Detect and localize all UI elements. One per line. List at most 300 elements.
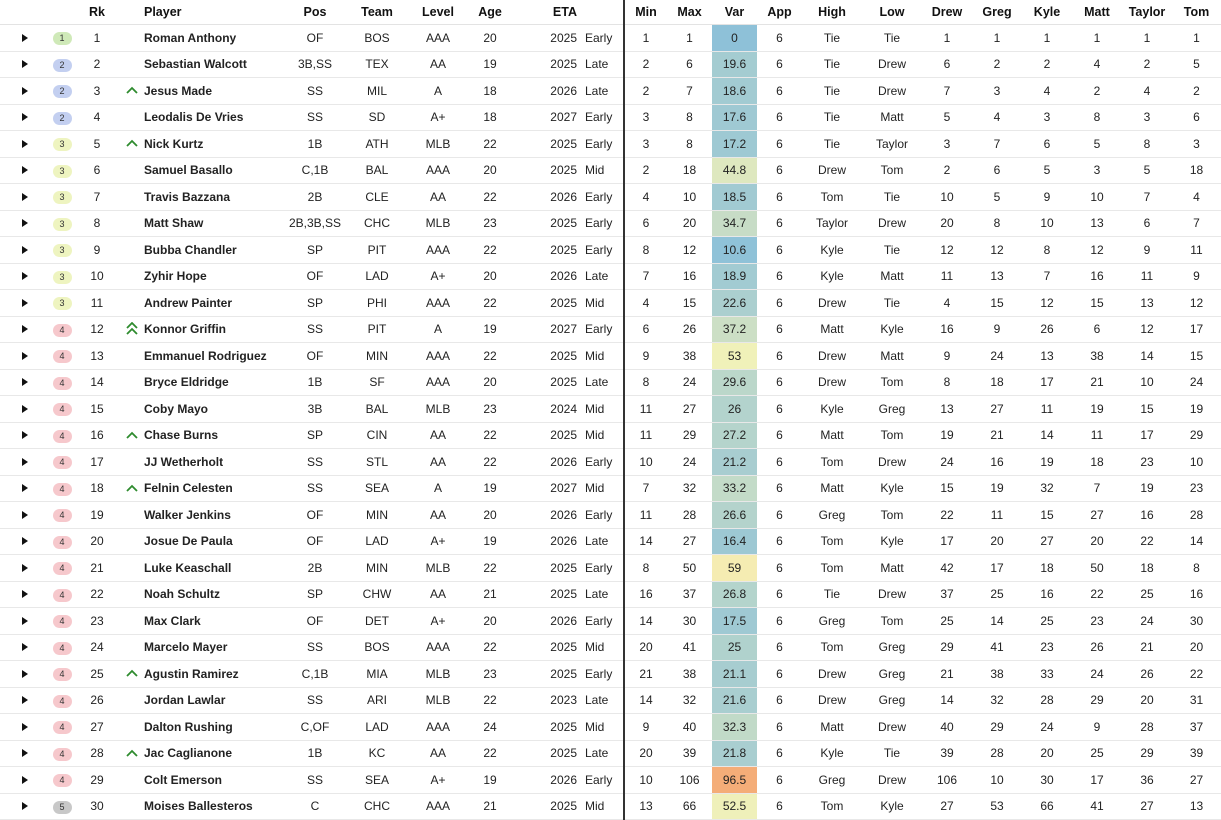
team-cell: MIN bbox=[351, 555, 403, 582]
expand-triangle-icon[interactable] bbox=[22, 219, 28, 227]
expand-triangle-icon[interactable] bbox=[22, 193, 28, 201]
table-row-11[interactable] bbox=[0, 290, 1221, 317]
team-cell: CLE bbox=[351, 184, 403, 211]
expand-cell[interactable] bbox=[0, 687, 49, 714]
var-cell: 18.9 bbox=[712, 263, 757, 290]
eta-year-cell: 2027 bbox=[507, 475, 579, 502]
expand-triangle-icon[interactable] bbox=[22, 352, 28, 360]
expand-triangle-icon[interactable] bbox=[22, 802, 28, 810]
taylor-rank-cell: 26 bbox=[1122, 661, 1172, 688]
low-cell: Drew bbox=[862, 449, 922, 476]
position-cell: OF bbox=[279, 343, 351, 370]
table-row-22[interactable] bbox=[0, 581, 1221, 608]
player-name[interactable]: Coby Mayo bbox=[144, 396, 279, 423]
table-row-21[interactable] bbox=[0, 555, 1221, 582]
eta-header[interactable]: ETA bbox=[507, 0, 579, 25]
rank-cell: 10 bbox=[75, 263, 119, 290]
expand-cell[interactable] bbox=[0, 422, 49, 449]
min-cell: 13 bbox=[624, 793, 667, 820]
drew-header[interactable]: Drew bbox=[922, 0, 972, 25]
expand-cell[interactable] bbox=[0, 793, 49, 820]
player-name[interactable]: Matt Shaw bbox=[144, 210, 279, 237]
max-cell: 37 bbox=[667, 581, 712, 608]
min-cell: 8 bbox=[624, 555, 667, 582]
high-cell: Drew bbox=[802, 687, 862, 714]
age-cell: 22 bbox=[473, 343, 507, 370]
greg-header[interactable]: Greg bbox=[972, 0, 1022, 25]
kyle-rank-cell: 9 bbox=[1022, 184, 1072, 211]
player-name[interactable]: Roman Anthony bbox=[144, 25, 279, 52]
expand-triangle-icon[interactable] bbox=[22, 60, 28, 68]
eta-timing-cell: Late bbox=[579, 740, 624, 767]
max-cell: 15 bbox=[667, 290, 712, 317]
tier-cell bbox=[49, 396, 75, 423]
rank-cell: 8 bbox=[75, 210, 119, 237]
matt-rank-cell: 21 bbox=[1072, 369, 1122, 396]
drew-rank-cell: 42 bbox=[922, 555, 972, 582]
eta-timing-cell: Late bbox=[579, 369, 624, 396]
expand-triangle-icon[interactable] bbox=[22, 723, 28, 731]
team-cell: SD bbox=[351, 104, 403, 131]
eta-year-cell: 2025 bbox=[507, 793, 579, 820]
greg-rank-cell: 7 bbox=[972, 131, 1022, 158]
level-cell: AAA bbox=[403, 369, 473, 396]
matt-rank-cell: 1 bbox=[1072, 25, 1122, 52]
team-cell: SF bbox=[351, 369, 403, 396]
table-row-13[interactable] bbox=[0, 343, 1221, 370]
age-header[interactable]: Age bbox=[473, 0, 507, 25]
trend-cell bbox=[119, 25, 144, 52]
tier-cell bbox=[49, 316, 75, 343]
trend-cell bbox=[119, 793, 144, 820]
level-cell: MLB bbox=[403, 396, 473, 423]
table-row-19[interactable] bbox=[0, 502, 1221, 529]
eta-timing-cell: Early bbox=[579, 316, 624, 343]
player-name[interactable]: Samuel Basallo bbox=[144, 157, 279, 184]
high-header[interactable]: High bbox=[802, 0, 862, 25]
expand-cell[interactable] bbox=[0, 369, 49, 396]
position-cell: OF bbox=[279, 528, 351, 555]
var-header[interactable]: Var bbox=[712, 0, 757, 25]
expand-triangle-icon[interactable] bbox=[22, 776, 28, 784]
trend-cell bbox=[119, 608, 144, 635]
tier-cell bbox=[49, 290, 75, 317]
expand-cell[interactable] bbox=[0, 316, 49, 343]
expand-triangle-icon[interactable] bbox=[22, 643, 28, 651]
level-cell: AA bbox=[403, 502, 473, 529]
app-cell: 6 bbox=[757, 475, 802, 502]
eta-year-cell: 2025 bbox=[507, 51, 579, 78]
var-cell: 25 bbox=[712, 634, 757, 661]
high-cell: Matt bbox=[802, 316, 862, 343]
player-name[interactable]: Bubba Chandler bbox=[144, 237, 279, 264]
min-header[interactable]: Min bbox=[624, 0, 667, 25]
expand-cell[interactable] bbox=[0, 581, 49, 608]
taylor-rank-cell: 16 bbox=[1122, 502, 1172, 529]
team-header[interactable]: Team bbox=[351, 0, 403, 25]
table-row-1[interactable] bbox=[0, 25, 1221, 52]
rank-header[interactable]: Rk bbox=[75, 0, 119, 25]
greg-rank-cell: 19 bbox=[972, 475, 1022, 502]
expand-cell[interactable] bbox=[0, 740, 49, 767]
player-name[interactable]: Agustin Ramirez bbox=[144, 661, 279, 688]
var-cell: 44.8 bbox=[712, 157, 757, 184]
player-name[interactable]: Noah Schultz bbox=[144, 581, 279, 608]
team-cell: STL bbox=[351, 449, 403, 476]
tier-badge: 5 bbox=[53, 801, 72, 814]
arrow-chevron bbox=[127, 141, 137, 146]
eta-timing-cell: Early bbox=[579, 502, 624, 529]
matt-header[interactable]: Matt bbox=[1072, 0, 1122, 25]
tier-cell bbox=[49, 449, 75, 476]
expand-cell[interactable] bbox=[0, 396, 49, 423]
table-row-3[interactable] bbox=[0, 78, 1221, 105]
expand-triangle-icon[interactable] bbox=[22, 484, 28, 492]
kyle-rank-cell: 33 bbox=[1022, 661, 1072, 688]
min-cell: 8 bbox=[624, 237, 667, 264]
low-cell: Drew bbox=[862, 51, 922, 78]
table-row-9[interactable] bbox=[0, 237, 1221, 264]
age-cell: 18 bbox=[473, 78, 507, 105]
player-name[interactable]: Jesus Made bbox=[144, 78, 279, 105]
expand-cell[interactable] bbox=[0, 78, 49, 105]
table-row-10[interactable] bbox=[0, 263, 1221, 290]
expand-triangle-icon[interactable] bbox=[22, 511, 28, 519]
table-row-20[interactable] bbox=[0, 528, 1221, 555]
drew-rank-cell: 4 bbox=[922, 290, 972, 317]
drew-rank-cell: 7 bbox=[922, 78, 972, 105]
expand-triangle-icon[interactable] bbox=[22, 405, 28, 413]
expand-cell[interactable] bbox=[0, 634, 49, 661]
table-row-24[interactable] bbox=[0, 634, 1221, 661]
high-cell: Greg bbox=[802, 608, 862, 635]
player-name[interactable]: JJ Wetherholt bbox=[144, 449, 279, 476]
table-row-14[interactable] bbox=[0, 369, 1221, 396]
expand-triangle-icon[interactable] bbox=[22, 617, 28, 625]
var-cell: 10.6 bbox=[712, 237, 757, 264]
trend-cell bbox=[119, 581, 144, 608]
player-name[interactable]: Travis Bazzana bbox=[144, 184, 279, 211]
expand-triangle-icon[interactable] bbox=[22, 564, 28, 572]
player-name[interactable]: Emmanuel Rodriguez bbox=[144, 343, 279, 370]
expand-triangle-icon[interactable] bbox=[22, 590, 28, 598]
low-cell: Kyle bbox=[862, 793, 922, 820]
tier-cell bbox=[49, 687, 75, 714]
high-cell: Drew bbox=[802, 369, 862, 396]
expand-cell[interactable] bbox=[0, 157, 49, 184]
expand-triangle-icon[interactable] bbox=[22, 325, 28, 333]
var-cell: 26 bbox=[712, 396, 757, 423]
min-cell: 4 bbox=[624, 290, 667, 317]
table-row-28[interactable] bbox=[0, 740, 1221, 767]
tier-badge: 4 bbox=[53, 668, 72, 681]
kyle-rank-cell: 14 bbox=[1022, 422, 1072, 449]
low-cell: Greg bbox=[862, 396, 922, 423]
expand-triangle-icon[interactable] bbox=[22, 34, 28, 42]
expand-cell[interactable] bbox=[0, 51, 49, 78]
drew-rank-cell: 22 bbox=[922, 502, 972, 529]
player-name[interactable]: Luke Keaschall bbox=[144, 555, 279, 582]
expand-triangle-icon[interactable] bbox=[22, 140, 28, 148]
low-cell: Matt bbox=[862, 343, 922, 370]
matt-rank-cell: 7 bbox=[1072, 475, 1122, 502]
player-name[interactable]: Dalton Rushing bbox=[144, 714, 279, 741]
player-name[interactable]: Felnin Celesten bbox=[144, 475, 279, 502]
rank-cell: 27 bbox=[75, 714, 119, 741]
table-row-17[interactable] bbox=[0, 449, 1221, 476]
expand-cell[interactable] bbox=[0, 714, 49, 741]
trend-cell bbox=[119, 104, 144, 131]
player-name[interactable]: Marcelo Mayer bbox=[144, 634, 279, 661]
expand-cell[interactable] bbox=[0, 502, 49, 529]
expand-cell[interactable] bbox=[0, 661, 49, 688]
tom-header[interactable]: Tom bbox=[1172, 0, 1221, 25]
low-cell: Kyle bbox=[862, 316, 922, 343]
expand-cell[interactable] bbox=[0, 263, 49, 290]
expand-triangle-icon[interactable] bbox=[22, 272, 28, 280]
tier-cell bbox=[49, 528, 75, 555]
expand-triangle-icon[interactable] bbox=[22, 537, 28, 545]
expand-cell[interactable] bbox=[0, 210, 49, 237]
expand-cell[interactable] bbox=[0, 290, 49, 317]
table-row-15[interactable] bbox=[0, 396, 1221, 423]
position-cell: OF bbox=[279, 502, 351, 529]
expand-triangle-icon[interactable] bbox=[22, 299, 28, 307]
min-cell: 10 bbox=[624, 449, 667, 476]
taylor-rank-cell: 6 bbox=[1122, 210, 1172, 237]
team-cell: LAD bbox=[351, 528, 403, 555]
level-cell: AAA bbox=[403, 25, 473, 52]
kyle-rank-cell: 26 bbox=[1022, 316, 1072, 343]
kyle-rank-cell: 20 bbox=[1022, 740, 1072, 767]
level-cell: AA bbox=[403, 184, 473, 211]
up-arrow-icon bbox=[125, 86, 139, 95]
eta-year-cell: 2025 bbox=[507, 157, 579, 184]
app-header[interactable]: App bbox=[757, 0, 802, 25]
player-header[interactable]: Player bbox=[144, 0, 279, 25]
player-name[interactable]: Chase Burns bbox=[144, 422, 279, 449]
expand-cell[interactable] bbox=[0, 475, 49, 502]
min-cell: 6 bbox=[624, 316, 667, 343]
greg-rank-cell: 28 bbox=[972, 740, 1022, 767]
var-cell: 26.6 bbox=[712, 502, 757, 529]
tom-rank-cell: 23 bbox=[1172, 475, 1221, 502]
table-row-4[interactable] bbox=[0, 104, 1221, 131]
low-cell: Tie bbox=[862, 237, 922, 264]
expand-triangle-icon[interactable] bbox=[22, 431, 28, 439]
level-cell: AA bbox=[403, 581, 473, 608]
trend-cell bbox=[119, 502, 144, 529]
greg-rank-cell: 25 bbox=[972, 581, 1022, 608]
table-row-26[interactable] bbox=[0, 687, 1221, 714]
app-cell: 6 bbox=[757, 290, 802, 317]
player-name[interactable]: Konnor Griffin bbox=[144, 316, 279, 343]
app-cell: 6 bbox=[757, 661, 802, 688]
player-name[interactable]: Josue De Paula bbox=[144, 528, 279, 555]
matt-rank-cell: 11 bbox=[1072, 422, 1122, 449]
drew-rank-cell: 37 bbox=[922, 581, 972, 608]
trend-cell bbox=[119, 263, 144, 290]
expand-cell[interactable] bbox=[0, 237, 49, 264]
level-header[interactable]: Level bbox=[403, 0, 473, 25]
player-name[interactable]: Walker Jenkins bbox=[144, 502, 279, 529]
player-name[interactable]: Jordan Lawlar bbox=[144, 687, 279, 714]
kyle-header[interactable]: Kyle bbox=[1022, 0, 1072, 25]
team-cell: CHC bbox=[351, 793, 403, 820]
matt-rank-cell: 19 bbox=[1072, 396, 1122, 423]
taylor-rank-cell: 9 bbox=[1122, 237, 1172, 264]
app-cell: 6 bbox=[757, 608, 802, 635]
position-header[interactable]: Pos bbox=[279, 0, 351, 25]
tier-badge: 2 bbox=[53, 85, 72, 98]
expand-cell[interactable] bbox=[0, 767, 49, 794]
greg-rank-cell: 12 bbox=[972, 237, 1022, 264]
age-cell: 20 bbox=[473, 608, 507, 635]
table-row-5[interactable] bbox=[0, 131, 1221, 158]
eta-timing-cell: Late bbox=[579, 581, 624, 608]
tom-rank-cell: 1 bbox=[1172, 25, 1221, 52]
table-row-2[interactable] bbox=[0, 51, 1221, 78]
table-row-6[interactable] bbox=[0, 157, 1221, 184]
matt-rank-cell: 22 bbox=[1072, 581, 1122, 608]
low-cell: Tom bbox=[862, 502, 922, 529]
table-row-12[interactable] bbox=[0, 316, 1221, 343]
greg-rank-cell: 16 bbox=[972, 449, 1022, 476]
app-cell: 6 bbox=[757, 687, 802, 714]
player-name[interactable]: Nick Kurtz bbox=[144, 131, 279, 158]
taylor-rank-cell: 36 bbox=[1122, 767, 1172, 794]
tier-badge: 4 bbox=[53, 456, 72, 469]
expand-cell[interactable] bbox=[0, 184, 49, 211]
taylor-rank-cell: 22 bbox=[1122, 528, 1172, 555]
age-cell: 19 bbox=[473, 316, 507, 343]
position-cell: SP bbox=[279, 290, 351, 317]
table-row-27[interactable] bbox=[0, 714, 1221, 741]
expand-cell[interactable] bbox=[0, 449, 49, 476]
var-cell: 21.8 bbox=[712, 740, 757, 767]
expand-cell[interactable] bbox=[0, 608, 49, 635]
expand-triangle-icon[interactable] bbox=[22, 246, 28, 254]
player-name[interactable]: Moises Ballesteros bbox=[144, 793, 279, 820]
expand-triangle-icon[interactable] bbox=[22, 113, 28, 121]
up-arrow-icon bbox=[125, 139, 139, 148]
player-name[interactable]: Max Clark bbox=[144, 608, 279, 635]
expand-triangle-icon[interactable] bbox=[22, 166, 28, 174]
table-row-16[interactable] bbox=[0, 422, 1221, 449]
low-cell: Drew bbox=[862, 581, 922, 608]
app-cell: 6 bbox=[757, 502, 802, 529]
greg-rank-cell: 32 bbox=[972, 687, 1022, 714]
player-name[interactable]: Zyhir Hope bbox=[144, 263, 279, 290]
expand-triangle-icon[interactable] bbox=[22, 749, 28, 757]
expand-triangle-icon[interactable] bbox=[22, 696, 28, 704]
table-row-29[interactable] bbox=[0, 767, 1221, 794]
rank-cell: 12 bbox=[75, 316, 119, 343]
table-row-18[interactable] bbox=[0, 475, 1221, 502]
drew-rank-cell: 17 bbox=[922, 528, 972, 555]
table-row-8[interactable] bbox=[0, 210, 1221, 237]
tier-badge: 4 bbox=[53, 642, 72, 655]
min-cell: 2 bbox=[624, 78, 667, 105]
low-header[interactable]: Low bbox=[862, 0, 922, 25]
expand-cell[interactable] bbox=[0, 555, 49, 582]
tom-rank-cell: 15 bbox=[1172, 343, 1221, 370]
level-cell: AAA bbox=[403, 714, 473, 741]
var-cell: 21.2 bbox=[712, 449, 757, 476]
age-cell: 19 bbox=[473, 528, 507, 555]
matt-rank-cell: 2 bbox=[1072, 78, 1122, 105]
eta-timing-cell: Late bbox=[579, 528, 624, 555]
position-cell: SS bbox=[279, 316, 351, 343]
min-cell: 20 bbox=[624, 634, 667, 661]
expand-cell[interactable] bbox=[0, 25, 49, 52]
player-name[interactable]: Leodalis De Vries bbox=[144, 104, 279, 131]
table-row-23[interactable] bbox=[0, 608, 1221, 635]
expand-cell[interactable] bbox=[0, 131, 49, 158]
taylor-header[interactable]: Taylor bbox=[1122, 0, 1172, 25]
table-row-25[interactable] bbox=[0, 661, 1221, 688]
max-cell: 16 bbox=[667, 263, 712, 290]
player-name[interactable]: Colt Emerson bbox=[144, 767, 279, 794]
age-cell: 20 bbox=[473, 157, 507, 184]
player-name[interactable]: Bryce Eldridge bbox=[144, 369, 279, 396]
expand-cell[interactable] bbox=[0, 343, 49, 370]
high-cell: Tie bbox=[802, 131, 862, 158]
expand-triangle-icon[interactable] bbox=[22, 378, 28, 386]
taylor-rank-cell: 3 bbox=[1122, 104, 1172, 131]
matt-rank-cell: 3 bbox=[1072, 157, 1122, 184]
kyle-rank-cell: 28 bbox=[1022, 687, 1072, 714]
table-row-7[interactable] bbox=[0, 184, 1221, 211]
player-name[interactable]: Sebastian Walcott bbox=[144, 51, 279, 78]
max-header[interactable]: Max bbox=[667, 0, 712, 25]
tom-rank-cell: 29 bbox=[1172, 422, 1221, 449]
position-cell: 1B bbox=[279, 369, 351, 396]
position-cell: SS bbox=[279, 634, 351, 661]
app-cell: 6 bbox=[757, 131, 802, 158]
expand-triangle-icon[interactable] bbox=[22, 458, 28, 466]
position-cell: 2B bbox=[279, 555, 351, 582]
expand-triangle-icon[interactable] bbox=[22, 670, 28, 678]
max-cell: 8 bbox=[667, 131, 712, 158]
tier-badge: 3 bbox=[53, 218, 72, 231]
tier-cell bbox=[49, 210, 75, 237]
table-row-30[interactable] bbox=[0, 793, 1221, 820]
drew-rank-cell: 21 bbox=[922, 661, 972, 688]
taylor-rank-cell: 19 bbox=[1122, 475, 1172, 502]
expand-cell[interactable] bbox=[0, 104, 49, 131]
expand-triangle-icon[interactable] bbox=[22, 87, 28, 95]
position-cell: SS bbox=[279, 449, 351, 476]
age-cell: 22 bbox=[473, 184, 507, 211]
player-name[interactable]: Andrew Painter bbox=[144, 290, 279, 317]
level-cell: AAA bbox=[403, 793, 473, 820]
expand-cell[interactable] bbox=[0, 528, 49, 555]
taylor-rank-cell: 8 bbox=[1122, 131, 1172, 158]
trend-cell bbox=[119, 634, 144, 661]
eta-year-cell: 2025 bbox=[507, 555, 579, 582]
age-cell: 19 bbox=[473, 51, 507, 78]
player-name[interactable]: Jac Caglianone bbox=[144, 740, 279, 767]
position-cell: C bbox=[279, 793, 351, 820]
low-cell: Greg bbox=[862, 661, 922, 688]
rank-cell: 9 bbox=[75, 237, 119, 264]
min-cell: 3 bbox=[624, 104, 667, 131]
level-cell: A+ bbox=[403, 608, 473, 635]
eta-year-cell: 2023 bbox=[507, 687, 579, 714]
age-cell: 22 bbox=[473, 237, 507, 264]
level-cell: AAA bbox=[403, 237, 473, 264]
